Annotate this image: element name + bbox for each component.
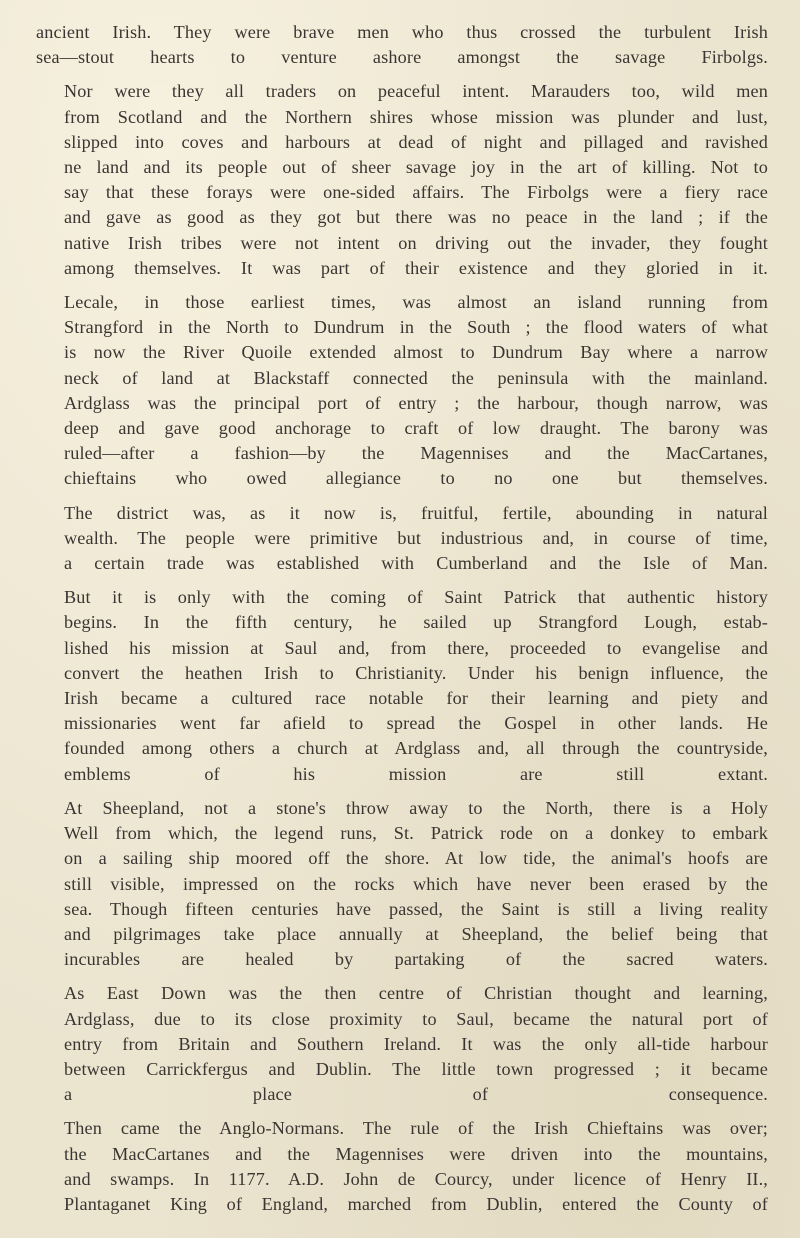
document-page [36, 20, 768, 1220]
paragraph-5 [36, 585, 768, 787]
text-line: Strangford in the North to Dundrum in the South ; the flood waters of what [64, 317, 768, 338]
text-line: entry from Britain and Southern Ireland. It was the only all-tide harbour [64, 1033, 768, 1054]
text-line: sea—stout hearts to venture ashore amongst the savage Firbolgs. [36, 47, 768, 68]
text-line: slipped into coves and harbours at dead of night and pillaged and ravished [64, 131, 768, 152]
text-line: Well from which, the legend runs, St. Patrick rode on a donkey to embark [64, 823, 768, 844]
text-line: chieftains who owed allegiance to no one but themselves. [64, 468, 768, 489]
text-line: from Scotland and the Northern shires whose mission was plunder and lust, [64, 106, 768, 127]
text-line: native Irish tribes were not intent on driving out the invader, they fought [64, 232, 768, 253]
text-line: between Carrickfergus and Dublin. The little town progressed ; it became [64, 1058, 768, 1079]
text-line: Plantaganet King of England, marched from Dublin, entered the County of [64, 1193, 768, 1214]
text-line: Then came the Anglo-Normans. The rule of the Irish Chieftains was over; [64, 1118, 768, 1139]
text-line: and pilgrimages take place annually at Sheepland, the belief being that [64, 923, 768, 944]
paragraph-7 [36, 981, 768, 1107]
text-line: sea. Though fifteen centuries have passed, the Saint is still a living reality [64, 898, 768, 919]
text-line: ruled—after a fashion—by the Magennises and the MacCartanes, [64, 443, 768, 464]
paragraph-6 [36, 796, 768, 972]
text-line: founded among others a church at Ardglass and, all through the countryside, [64, 738, 768, 759]
text-line: emblems of his mission are still extant. [64, 763, 768, 784]
text-line: still visible, impressed on the rocks which have never been erased by the [64, 873, 768, 894]
text-line: Lecale, in those earliest times, was almost an island running from [64, 292, 768, 313]
text-line: and gave as good as they got but there was no peace in the land ; if the [64, 207, 768, 228]
text-line: and swamps. In 1177. A.D. John de Courcy, under licence of Henry II., [64, 1168, 768, 1189]
text-line: deep and gave good anchorage to craft of low draught. The barony was [64, 418, 768, 439]
text-line: incurables are healed by partaking of the sacred waters. [64, 949, 768, 970]
text-line: lished his mission at Saul and, from there, proceeded to evangelise and [64, 637, 768, 658]
paragraph-8 [36, 1116, 768, 1217]
paragraph-2 [36, 79, 768, 281]
text-line: neck of land at Blackstaff connected the peninsula with the mainland. [64, 367, 768, 388]
text-line: a certain trade was established with Cumberland and the Isle of Man. [64, 553, 768, 574]
text-line: Nor were they all traders on peaceful intent. Marauders too, wild men [64, 81, 768, 102]
text-line: is now the River Quoile extended almost to Dundrum Bay where a narrow [64, 342, 768, 363]
text-line: on a sailing ship moored off the shore. At low tide, the animal's hoofs are [64, 848, 768, 869]
text-line: convert the heathen Irish to Christianity. Under his benign influence, the [64, 662, 768, 683]
text-line: But it is only with the coming of Saint Patrick that authentic history [64, 587, 768, 608]
text-line: a place of consequence. [64, 1084, 768, 1105]
text-line: ancient Irish. They were brave men who thus crossed the turbulent Irish [36, 22, 768, 42]
text-line: The district was, as it now is, fruitful, fertile, abounding in natural [64, 502, 768, 523]
text-line: the MacCartanes and the Magennises were driven into the mountains, [64, 1143, 768, 1164]
text-line: missionaries went far afield to spread the Gospel in other lands. He [64, 713, 768, 734]
text-line: among themselves. It was part of their existence and they gloried in it. [64, 257, 768, 278]
paragraph-4 [36, 501, 768, 577]
text-line: Irish became a cultured race notable for their learning and piety and [64, 688, 768, 709]
text-line: Ardglass was the principal port of entry ; the harbour, though narrow, was [64, 392, 768, 413]
paragraph-1 [36, 20, 768, 70]
text-line: say that these forays were one-sided affairs. The Firbolgs were a fiery race [64, 182, 768, 203]
text-line: At Sheepland, not a stone's throw away to the North, there is a Holy [64, 797, 768, 818]
text-line: ne land and its people out of sheer savage joy in the art of killing. Not to [64, 157, 768, 178]
text-line: wealth. The people were primitive but industrious and, in course of time, [64, 527, 768, 548]
text-line: As East Down was the then centre of Christian thought and learning, [64, 983, 768, 1004]
paragraph-3 [36, 290, 768, 492]
text-line: begins. In the fifth century, he sailed up Strangford Lough, estab- [64, 612, 768, 633]
text-line: Ardglass, due to its close proximity to Saul, became the natural port of [64, 1008, 768, 1029]
